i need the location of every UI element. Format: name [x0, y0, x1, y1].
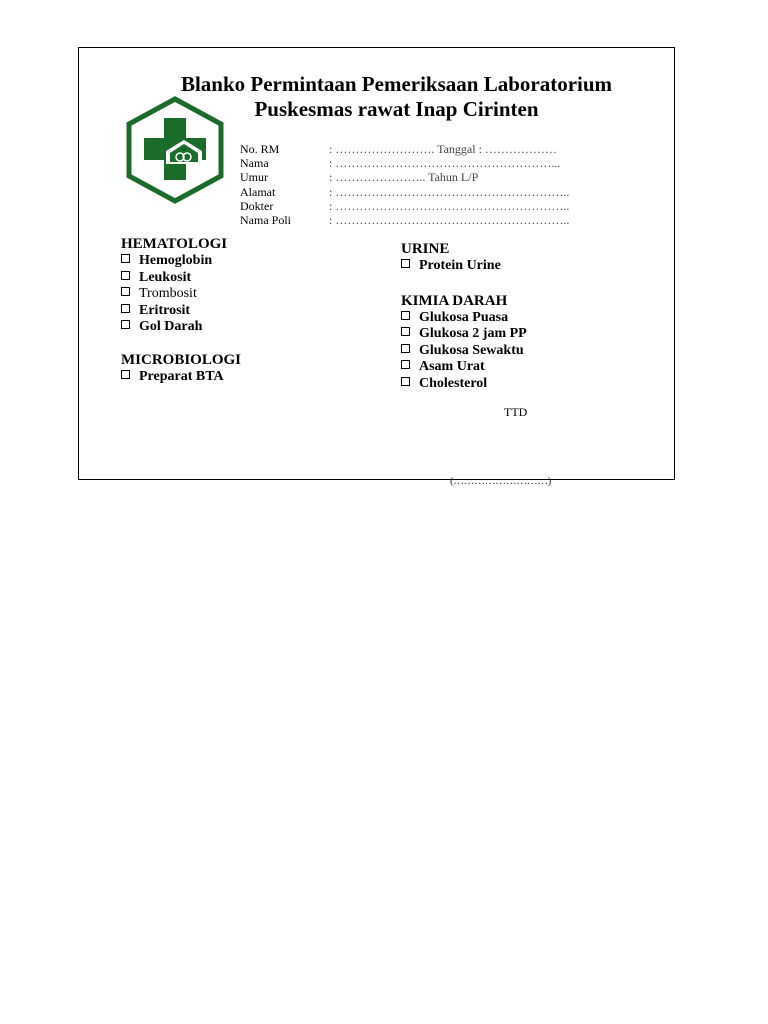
form-title: Blanko Permintaan Pemeriksaan Laboratorium	[180, 72, 613, 96]
section-title-kimia-darah: KIMIA DARAH	[401, 292, 508, 309]
test-item[interactable]	[401, 376, 527, 393]
test-label: Asam Urat	[419, 359, 485, 374]
info-value[interactable]: : …………………………………………………..	[329, 212, 570, 227]
info-label: Alamat	[240, 184, 276, 199]
test-label: Glukosa Puasa	[419, 309, 509, 325]
info-row-alamat	[240, 185, 569, 199]
signature-label: TTD	[504, 405, 528, 419]
test-item[interactable]	[121, 369, 241, 386]
test-item[interactable]	[401, 359, 527, 376]
checkbox-icon[interactable]	[121, 320, 130, 329]
checkbox-icon[interactable]	[401, 377, 410, 386]
test-label: Eritrosit	[139, 302, 191, 318]
test-label: Gol Darah	[139, 319, 203, 334]
info-label: No. RM	[240, 142, 280, 156]
signature-line[interactable]: (………………………)	[450, 475, 551, 487]
checkbox-icon[interactable]	[121, 254, 130, 263]
spacer	[401, 275, 527, 292]
info-row-dokter	[240, 199, 569, 213]
info-label: Dokter	[240, 198, 274, 213]
checkbox-icon[interactable]	[401, 327, 410, 336]
info-value[interactable]: : …………………………………………………..	[329, 198, 570, 213]
info-value[interactable]: : …………………………………………………..	[329, 184, 570, 199]
info-label: Nama	[240, 156, 269, 171]
test-label: Protein Urine	[419, 258, 501, 273]
test-item[interactable]	[121, 286, 241, 303]
checkbox-icon[interactable]	[401, 311, 410, 320]
test-item[interactable]	[121, 253, 241, 270]
test-item[interactable]	[121, 303, 241, 320]
test-label: Cholesterol	[419, 375, 488, 391]
test-label: Preparat BTA	[139, 368, 224, 384]
patient-info	[240, 142, 569, 227]
info-value[interactable]: : ………………………………………………...	[329, 156, 561, 171]
left-column	[121, 235, 241, 385]
section-title-hematologi: HEMATOLOGI	[121, 236, 228, 252]
test-item[interactable]	[401, 258, 527, 275]
checkbox-icon[interactable]	[401, 344, 410, 353]
info-row-umur	[240, 170, 569, 184]
lab-request-form	[78, 47, 675, 480]
info-row-poli	[240, 213, 569, 227]
checkbox-icon[interactable]	[121, 370, 130, 379]
test-label: Trombosit	[139, 286, 197, 301]
info-value[interactable]: : ……………………. Tanggal : ………………	[329, 142, 557, 156]
test-item[interactable]	[401, 326, 527, 343]
test-item[interactable]	[401, 343, 527, 360]
checkbox-icon[interactable]	[121, 287, 130, 296]
test-item[interactable]	[401, 310, 527, 327]
info-label: Nama Poli	[240, 212, 291, 227]
test-label: Hemoglobin	[139, 253, 213, 268]
section-title-urine: URINE	[401, 241, 450, 257]
right-column	[401, 240, 527, 392]
checkbox-icon[interactable]	[121, 271, 130, 280]
checkbox-icon[interactable]	[401, 360, 410, 369]
checkbox-icon[interactable]	[401, 259, 410, 268]
form-subtitle: Puskesmas rawat Inap Cirinten	[254, 97, 539, 121]
info-row-nama	[240, 156, 569, 170]
puskesmas-logo-icon	[125, 96, 225, 204]
info-label: Umur	[240, 170, 268, 185]
info-value[interactable]: : ………………….. Tahun L/P	[329, 170, 479, 185]
info-row-rm	[240, 142, 569, 156]
section-title-microbiologi: MICROBIOLOGI	[121, 351, 242, 368]
spacer	[121, 336, 241, 351]
test-item[interactable]	[121, 270, 241, 287]
test-label: Glukosa 2 jam PP	[419, 326, 527, 341]
checkbox-icon[interactable]	[121, 304, 130, 313]
test-item[interactable]	[121, 319, 241, 336]
test-label: Glukosa Sewaktu	[419, 342, 524, 358]
test-label: Leukosit	[139, 269, 192, 285]
